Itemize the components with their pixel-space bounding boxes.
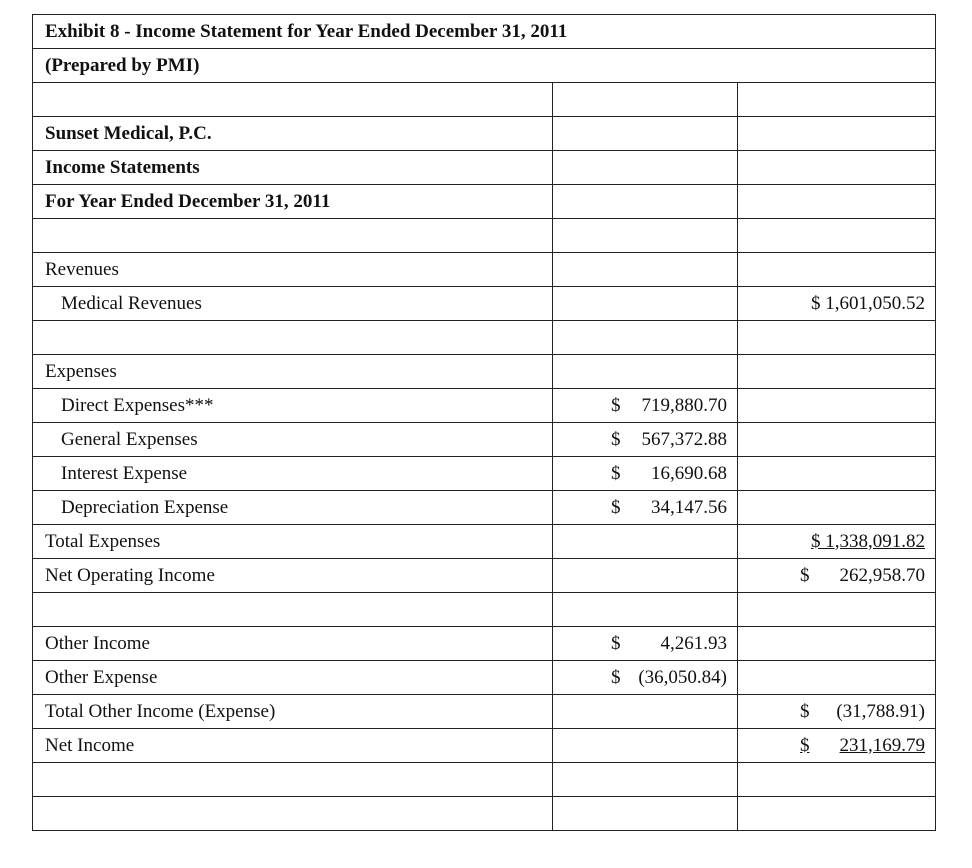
empty-cell [33, 219, 553, 253]
table-row [33, 525, 936, 559]
table-row [33, 559, 936, 593]
exhibit-subtitle: (Prepared by PMI) [33, 49, 936, 83]
expense-amount: 16,690.68 [651, 462, 727, 484]
statement-name: Income Statements [33, 151, 553, 185]
table-row [33, 253, 936, 287]
statement-period: For Year Ended December 31, 2011 [33, 185, 553, 219]
empty-cell [553, 797, 738, 831]
expense-amount-cell [553, 389, 738, 423]
empty-cell [738, 763, 936, 797]
empty-cell [738, 117, 936, 151]
table-row [33, 389, 936, 423]
empty-cell [553, 729, 738, 763]
empty-cell [738, 219, 936, 253]
table-row [33, 797, 936, 831]
empty-cell [738, 797, 936, 831]
empty-cell [553, 253, 738, 287]
currency-symbol: $ [800, 700, 810, 722]
expense-label: Direct Expenses*** [33, 389, 553, 423]
table-row [33, 661, 936, 695]
medical-revenues-amount-cell [738, 287, 936, 321]
net-operating-income-cell [738, 559, 936, 593]
empty-cell [553, 287, 738, 321]
currency-symbol: $ [611, 666, 621, 688]
medical-revenues-label: Medical Revenues [33, 287, 553, 321]
title-row [33, 15, 936, 49]
revenues-heading: Revenues [33, 253, 553, 287]
empty-cell [738, 423, 936, 457]
empty-cell [553, 559, 738, 593]
total-expenses-amount-cell [738, 525, 936, 559]
other-income-label: Other Income [33, 627, 553, 661]
expense-amount-cell [553, 491, 738, 525]
income-statement-table [32, 14, 936, 831]
table-row [33, 287, 936, 321]
table-row [33, 151, 936, 185]
empty-cell [553, 219, 738, 253]
empty-cell [738, 389, 936, 423]
currency-symbol: $ [611, 428, 621, 450]
other-income-amount: 4,261.93 [660, 632, 727, 654]
empty-cell [553, 321, 738, 355]
table-row [33, 355, 936, 389]
currency-symbol: $ [800, 564, 810, 586]
expense-amount: 719,880.70 [641, 394, 727, 416]
table-row [33, 729, 936, 763]
empty-cell [33, 593, 553, 627]
currency-symbol: $ [611, 496, 621, 518]
currency-symbol: $ [800, 734, 810, 756]
empty-cell [738, 457, 936, 491]
expenses-heading: Expenses [33, 355, 553, 389]
empty-cell [738, 151, 936, 185]
empty-cell [553, 185, 738, 219]
table-row [33, 219, 936, 253]
empty-cell [738, 185, 936, 219]
empty-cell [33, 763, 553, 797]
empty-cell [553, 83, 738, 117]
total-other-amount: (31,788.91) [836, 700, 926, 722]
expense-label: Interest Expense [33, 457, 553, 491]
empty-cell [553, 763, 738, 797]
net-operating-income-label: Net Operating Income [33, 559, 553, 593]
total-expenses-label: Total Expenses [33, 525, 553, 559]
table-row [33, 423, 936, 457]
expense-label: Depreciation Expense [33, 491, 553, 525]
empty-cell [738, 593, 936, 627]
expense-amount-cell [553, 457, 738, 491]
table-row [33, 695, 936, 729]
empty-cell [738, 661, 936, 695]
table-row [33, 185, 936, 219]
net-income-cell [738, 729, 936, 763]
empty-cell [738, 83, 936, 117]
expense-label: General Expenses [33, 423, 553, 457]
table-row [33, 491, 936, 525]
total-expenses-amount: $ 1,338,091.82 [811, 530, 926, 552]
empty-cell [33, 797, 553, 831]
currency-symbol: $ [611, 632, 621, 654]
exhibit-title: Exhibit 8 - Income Statement for Year Ended December 31, 2011 [33, 15, 936, 49]
empty-cell [553, 117, 738, 151]
empty-cell [738, 321, 936, 355]
empty-cell [738, 627, 936, 661]
table-row [33, 627, 936, 661]
empty-cell [738, 355, 936, 389]
table-row [33, 117, 936, 151]
other-expense-cell [553, 661, 738, 695]
empty-cell [553, 355, 738, 389]
expense-amount: 34,147.56 [651, 496, 727, 518]
other-expense-amount: (36,050.84) [638, 666, 727, 688]
net-operating-income-amount: 262,958.70 [839, 564, 926, 586]
expense-amount-cell [553, 423, 738, 457]
empty-cell [33, 83, 553, 117]
medical-revenues-amount: $ 1,601,050.52 [811, 292, 926, 314]
total-other-cell [738, 695, 936, 729]
empty-cell [738, 491, 936, 525]
empty-cell [553, 695, 738, 729]
expense-amount: 567,372.88 [641, 428, 727, 450]
empty-cell [33, 321, 553, 355]
other-income-cell [553, 627, 738, 661]
table-row [33, 83, 936, 117]
subtitle-row [33, 49, 936, 83]
empty-cell [738, 253, 936, 287]
net-income-label: Net Income [33, 729, 553, 763]
total-other-label: Total Other Income (Expense) [33, 695, 553, 729]
table-row [33, 457, 936, 491]
table-row [33, 593, 936, 627]
table-row [33, 321, 936, 355]
company-name: Sunset Medical, P.C. [33, 117, 553, 151]
empty-cell [553, 593, 738, 627]
currency-symbol: $ [611, 462, 621, 484]
net-income-amount: 231,169.79 [839, 734, 926, 756]
currency-symbol: $ [611, 394, 621, 416]
empty-cell [553, 151, 738, 185]
table-row [33, 763, 936, 797]
empty-cell [553, 525, 738, 559]
other-expense-label: Other Expense [33, 661, 553, 695]
